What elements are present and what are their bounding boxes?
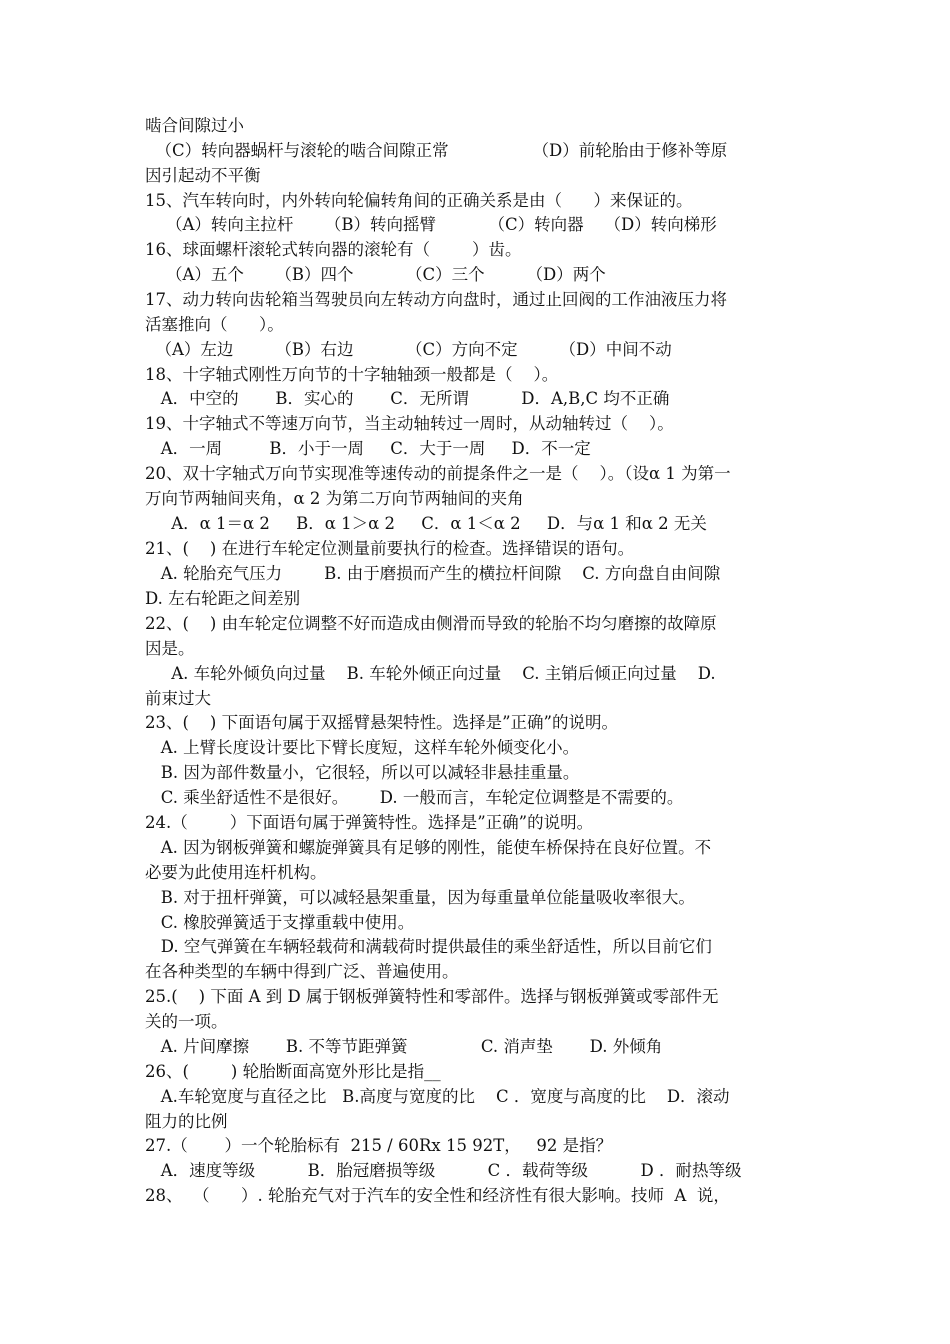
text-line: 活塞推向（ ）。: [145, 315, 284, 334]
text-line: 因是。: [145, 639, 195, 658]
text-line: B. 对于扭杆弹簧，可以减轻悬架重量，因为每重量单位能量吸收率很大。: [145, 888, 695, 907]
text-line: C. 乘坐舒适性不是很好。 D. 一般而言，车轮定位调整是不需要的。: [145, 788, 684, 807]
text-line: （A）转向主拉杆 （B）转向摇臂 （C）转向器 （D）转向梯形: [145, 215, 717, 234]
text-line: C. 橡胶弹簧适于支撑重载中使用。: [145, 913, 415, 932]
text-line: B. 因为部件数量小，它很轻，所以可以减轻非悬挂重量。: [145, 763, 580, 782]
text-line: 因引起动不平衡: [145, 166, 261, 185]
text-line: A.车轮宽度与直径之比 B.高度与宽度的比 C ．宽度与高度的比 D．滚动: [145, 1087, 730, 1106]
text-line: 15、汽车转向时，内外转向轮偏转角间的正确关系是由（ ）来保证的。: [145, 191, 693, 210]
text-line: 22、( ) 由车轮定位调整不好而造成由侧滑而导致的轮胎不均匀磨擦的故障原: [145, 614, 717, 633]
text-line: A．一周 B．小于一周 C．大于一周 D．不一定: [145, 439, 591, 458]
text-line: 21、( ) 在进行车轮定位测量前要执行的检查。选择错误的语句。: [145, 539, 635, 558]
text-line: 必要为此使用连杆机构。: [145, 863, 327, 882]
text-line: 万向节两轴间夹角，α 2 为第二万向节两轴间的夹角: [145, 489, 524, 508]
text-line: 26、( ) 轮胎断面高宽外形比是指__: [145, 1062, 441, 1081]
text-line: A. 片间摩擦 B. 不等节距弹簧 C. 消声垫 D. 外倾角: [145, 1037, 663, 1056]
text-line: 前束过大: [145, 689, 211, 708]
text-line: 关的一项。: [145, 1012, 228, 1031]
text-line: 在各种类型的车辆中得到广泛、普遍使用。: [145, 962, 459, 981]
text-line: A. 因为钢板弹簧和螺旋弹簧具有足够的刚性，能使车桥保持在良好位置。不: [145, 838, 712, 857]
text-line: 23、( ) 下面语句属于双摇臂悬架特性。选择是”正确”的说明。: [145, 713, 618, 732]
text-line: 20、双十字轴式万向节实现准等速传动的前提条件之一是（ ）。（设α 1 为第一: [145, 464, 731, 483]
text-line: 阻力的比例: [145, 1112, 228, 1131]
text-line: A．α 1＝α 2 B．α 1＞α 2 C．α 1＜α 2 D．与α 1 和α 2 无关: [145, 514, 707, 533]
text-line: A．中空的 B．实心的 C．无所谓 D．A,B,C 均不正确: [145, 389, 670, 408]
text-line: D. 空气弹簧在车辆轻载荷和满载荷时提供最佳的乘坐舒适性，所以目前它们: [145, 937, 712, 956]
text-line: 17、动力转向齿轮箱当驾驶员向左转动方向盘时，通过止回阀的工作油液压力将: [145, 290, 727, 309]
text-line: 28、 （ ）. 轮胎充气对于汽车的安全性和经济性有很大影响。技师 A 说，: [145, 1186, 730, 1205]
text-line: 啮合间隙过小: [145, 116, 244, 135]
text-line: 24.（ ）下面语句属于弹簧特性。选择是”正确”的说明。: [145, 813, 594, 832]
text-line: （A）五个 （B）四个 （C）三个 （D）两个: [145, 265, 606, 284]
text-line: 18、十字轴式刚性万向节的十字轴轴颈一般都是（ ）。: [145, 365, 559, 384]
text-line: A. 轮胎充气压力 B. 由于磨损而产生的横拉杆间隙 C. 方向盘自由间隙: [145, 564, 721, 583]
text-line: （A）左边 （B）右边 （C）方向不定 （D）中间不动: [145, 340, 672, 359]
text-line: A. 车轮外倾负向过量 B. 车轮外倾正向过量 C. 主销后倾正向过量 D.: [145, 664, 716, 683]
text-line: D. 左右轮距之间差别: [145, 589, 301, 608]
text-line: 27.（ ）一个轮胎标有 215 / 60Rx 15 92T， 92 是指？: [145, 1136, 613, 1155]
text-line: （C）转向器蜗杆与滚轮的啮合间隙正常 （D）前轮胎由于修补等原: [145, 141, 728, 160]
text-line: 25.( ) 下面 A 到 D 属于钢板弹簧特性和零部件。选择与钢板弹簧或零部件无: [145, 987, 719, 1006]
text-line: A. 上臂长度设计要比下臂长度短，这样车轮外倾变化小。: [145, 738, 580, 757]
text-line: A．速度等级 B．胎冠磨损等级 C ．载荷等级 D ．耐热等级: [145, 1161, 742, 1180]
text-line: 16、球面螺杆滚轮式转向器的滚轮有（ ）齿。: [145, 240, 522, 259]
text-line: 19、十字轴式不等速万向节，当主动轴转过一周时，从动轴转过（ ）。: [145, 414, 674, 433]
